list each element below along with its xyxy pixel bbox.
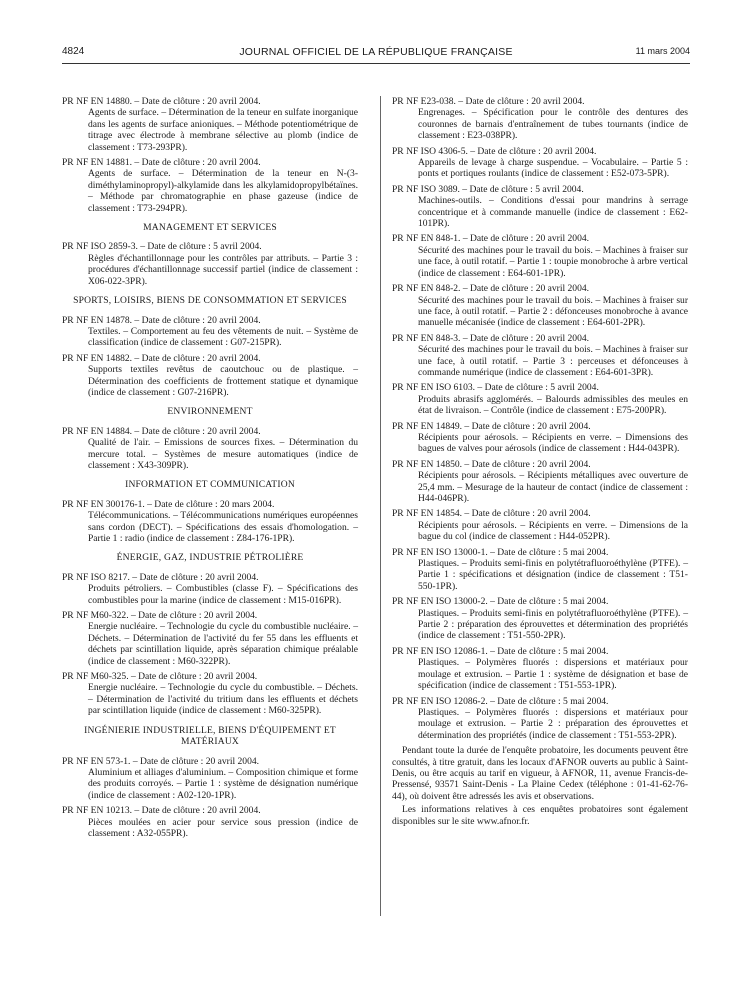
entry-description: Appareils de levage à charge suspendue. – Vocabulaire. – Partie 5 : ponts et portiques roulants (indice de classement : E52-073-5PR). — [418, 157, 688, 180]
entry-reference: PR NF EN 300176-1. – Date de clôture : 20 mars 2004. — [62, 498, 275, 510]
entry-description: Energie nucléaire. – Technologie du cycle du combustible. – Déchets. – Détermination de l'activité du tritium dans les effluents et déchets par scintillation liquide (indice de classement : M60-325PR). — [88, 682, 358, 717]
standard-entry — [62, 671, 358, 717]
standard-entry — [392, 421, 688, 455]
closing-paragraph: Les informations relatives à ces enquêtes probatoires sont également disponibles sur le site www.afnor.fr. — [392, 804, 688, 827]
header-rule — [62, 63, 690, 64]
entry-description: Produits pétroliers. – Combustibles (classe F). – Spécifications des combustibles pour la marine (indice de classement : M15-016PR). — [88, 583, 358, 606]
entry-reference: PR NF EN 10213. – Date de clôture : 20 avril 2004. — [62, 805, 261, 817]
entry-reference: PR NF ISO 2859-3. – Date de clôture : 5 avril 2004. — [62, 241, 262, 253]
standard-entry — [62, 756, 358, 802]
entry-reference: PR NF EN 848-3. – Date de clôture : 20 avril 2004. — [392, 332, 590, 344]
entry-description: Textiles. – Comportement au feu des vêtements de nuit. – Système de classification (indice de classement : G07-215PR). — [88, 325, 358, 349]
entry-description: Sécurité des machines pour le travail du bois. – Machines à fraiser sur une face, à outil rotatif. – Partie 3 : perceuses et défonceuses à commande numérique (indice de classement : E64-601-3PR). — [418, 344, 688, 378]
left-column — [62, 96, 358, 843]
entry-reference: PR NF ISO 3089. – Date de clôture : 5 avril 2004. — [392, 183, 584, 195]
entry-reference: PR NF EN 14884. – Date de clôture : 20 avril 2004. — [62, 425, 261, 437]
entry-reference: PR NF EN ISO 12086-2. – Date de clôture : 5 mai 2004. — [392, 695, 609, 707]
entry-description: Engrenages. – Spécification pour le contrôle des dentures des couronnes de barnais d'entraînement de tubes tournants (indice de classement : E23-038PR). — [418, 107, 688, 142]
entry-description: Plastiques. – Produits semi-finis en polytétrafluoroéthylène (PTFE). – Partie 1 : spécifications et désignation (indice de classement : T51-550-1PR). — [418, 558, 688, 592]
standard-entry — [62, 96, 358, 153]
entry-reference: PR NF EN 14850. – Date de clôture : 20 avril 2004. — [392, 458, 591, 470]
entry-description: Récipients pour aérosols. – Récipients métalliques avec ouverture de 25,4 mm. – Mesurage de la hauteur de contact (indice de classement : H44-046PR). — [418, 470, 688, 504]
entry-description: Supports textiles revêtus de caoutchouc ou de plastique. – Détermination des coefficients de frottement statique et dynamique (indice de classement : G07-216PR). — [88, 364, 358, 398]
entry-reference: PR NF EN ISO 13000-1. – Date de clôture : 5 mai 2004. — [392, 546, 609, 558]
standard-entry — [392, 646, 688, 692]
entry-reference: PR NF EN 573-1. – Date de clôture : 20 avril 2004. — [62, 755, 260, 767]
entry-reference: PR NF EN 848-2. – Date de clôture : 20 avril 2004. — [392, 283, 590, 295]
entry-reference: PR NF EN 848-1. – Date de clôture : 20 avril 2004. — [392, 233, 590, 245]
standard-entry — [392, 382, 688, 416]
standard-entry — [392, 508, 688, 542]
standard-entry — [392, 96, 688, 142]
entry-description: Agents de surface. – Détermination de la teneur en sulfate inorganique dans les agents de surface anioniques. – Méthode potentiométrique de titrage avec électrode à membrane sélective au plomb (indice de classement : T73-293PR). — [88, 107, 358, 153]
entry-reference: PR NF EN 14849. – Date de clôture : 20 avril 2004. — [392, 420, 591, 432]
entry-reference: PR NF EN 14880. – Date de clôture : 20 avril 2004. — [62, 96, 261, 107]
entry-description: Pièces moulées en acier pour service sous pression (indice de classement : A32-055PR). — [88, 816, 358, 839]
section-heading: INGÉNIERIE INDUSTRIELLE, BIENS D'ÉQUIPEMENT ET MATÉRIAUX — [84, 724, 336, 748]
standard-entry — [62, 241, 358, 287]
section-heading: ÉNERGIE, GAZ, INDUSTRIE PÉTROLIÈRE — [116, 552, 304, 564]
standard-entry — [62, 426, 358, 472]
standard-entry — [62, 610, 358, 667]
entry-description: Sécurité des machines pour le travail du bois. – Machines à fraiser sur une face, à outil rotatif. – Partie 2 : défonceuses monobroche à avance manuelle mécanisée (indice de classement : E64-601-2PR). — [418, 294, 688, 329]
entry-description: Machines-outils. – Conditions d'essai pour mandrins à serrage concentrique et à commande manuelle (indice de classement : E62-101PR). — [418, 195, 688, 230]
standard-entry — [392, 596, 688, 642]
journal-title: JOURNAL OFFICIEL DE LA RÉPUBLIQUE FRANÇAISE — [239, 46, 513, 58]
standard-entry — [392, 459, 688, 505]
section-heading: ENVIRONNEMENT — [167, 406, 253, 418]
entry-description: Sécurité des machines pour le travail du bois. – Machines à fraiser sur une face, à outil rotatif. – Partie 1 : toupie monobroche à arbre vertical (indice de classement : E64-601-1PR). — [418, 244, 688, 279]
standard-entry — [392, 696, 688, 742]
standard-entry — [62, 157, 358, 214]
entry-reference: PR NF EN 14882. – Date de clôture : 20 avril 2004. — [62, 352, 261, 364]
standard-entry — [392, 184, 688, 230]
entry-description: Plastiques. – Polymères fluorés : dispersions et matériaux pour moulage et extrusion. – Partie 1 : système de désignation et base de spécification (indice de classement : T51-553-1PR). — [418, 657, 688, 692]
standard-entry — [392, 233, 688, 279]
section-heading: MANAGEMENT ET SERVICES — [143, 222, 277, 234]
standard-entry — [62, 805, 358, 839]
entry-reference: PR NF EN 14854. – Date de clôture : 20 avril 2004. — [392, 508, 591, 520]
standard-entry — [62, 572, 358, 606]
entry-description: Récipients pour aérosols. – Récipients en verre. – Dimensions de la bague du col (indice de classement : H44-052PR). — [418, 519, 688, 543]
entry-description: Energie nucléaire. – Technologie du cycle du combustible nucléaire. – Déchets. – Détermination de l'activité du fer 55 dans les effluents et déchets par scintillation liquide, après séparation chimique préalable (indice de classement : M60-322PR). — [88, 621, 358, 667]
entry-description: Télécommunications. – Télécommunications numériques européennes sans cordon (DECT). – Spécifications des essais d'homologation. – Partie 1 : radio (indice de classement : Z84-176-1PR). — [88, 510, 358, 544]
closing-paragraph: Pendant toute la durée de l'enquête probatoire, les documents peuvent être consultés, à titre gratuit, dans les locaux d'AFNOR ouverts au public à Saint-Denis, ou être acquis au tarif en vigueur, à AFNOR, 11, avenue Francis-de-Pressensé, 93571 Saint-Denis - La Plaine Cedex (téléphone : 01-41-62-76-44), où doivent être adressés les avis et observations. — [392, 745, 688, 802]
entry-description: Agents de surface. – Détermination de la teneur en N-(3-diméthylaminopropyl)-alkylamide dans les alkylamidopropylbétaïnes. – Méthode par chromatographie en phase gazeuse (indice de classement : T73-294PR). — [88, 168, 358, 214]
entry-reference: PR NF M60-322. – Date de clôture : 20 avril 2004. — [62, 610, 258, 622]
standard-entry — [392, 333, 688, 379]
page-header — [62, 46, 690, 64]
entry-description: Plastiques. – Polymères fluorés : dispersions et matériaux pour moulage et extrusion. – Partie 2 : préparation des éprouvettes et détermination des propriétés (indice de classement : T51-553-2PR). — [418, 706, 688, 741]
entry-reference: PR NF EN ISO 13000-2. – Date de clôture : 5 mai 2004. — [392, 596, 609, 608]
standard-entry — [62, 353, 358, 399]
issue-date: 11 mars 2004 — [635, 46, 690, 56]
entry-description: Règles d'échantillonnage pour les contrôles par attributs. – Partie 3 : procédures d'échantillonnage successif partiel (indice de classement : X06-022-3PR). — [88, 252, 358, 287]
entry-description: Aluminium et alliages d'aluminium. – Composition chimique et forme des produits corroyés. – Partie 1 : système de désignation numérique (indice de classement : A02-120-1PR). — [88, 766, 358, 801]
right-column — [392, 96, 688, 829]
page-number: 4824 — [62, 46, 85, 57]
entry-reference: PR NF E23-038. – Date de clôture : 20 avril 2004. — [392, 96, 585, 107]
standard-entry — [62, 499, 358, 545]
standard-entry — [62, 315, 358, 349]
entry-description: Qualité de l'air. – Emissions de sources fixes. – Détermination du mercure total. – Systèmes de mesure automatiques (indice de classement : X43-309PR). — [88, 437, 358, 471]
entry-description: Récipients pour aérosols. – Récipients en verre. – Dimensions des bagues de valves pour aérosols (indice de classement : H44-043PR). — [418, 431, 688, 455]
entry-reference: PR NF ISO 4306-5. – Date de clôture : 20 avril 2004. — [392, 145, 597, 157]
entry-description: Plastiques. – Produits semi-finis en polytétrafluoroéthylène (PTFE). – Partie 2 : préparation des éprouvettes et détermination des propriétés (indice de classement : T51-550-2PR). — [418, 607, 688, 642]
entry-reference: PR NF EN ISO 12086-1. – Date de clôture : 5 mai 2004. — [392, 645, 609, 657]
entry-description: Produits abrasifs agglomérés. – Balourds admissibles des meules en état de livraison. – Contrôle (indice de classement : E75-200PR). — [418, 393, 688, 417]
standard-entry — [392, 547, 688, 593]
section-heading: INFORMATION ET COMMUNICATION — [125, 479, 295, 491]
standard-entry — [392, 283, 688, 329]
entry-reference: PR NF EN 14881. – Date de clôture : 20 avril 2004. — [62, 157, 261, 169]
standard-entry — [392, 146, 688, 180]
entry-reference: PR NF EN 14878. – Date de clôture : 20 avril 2004. — [62, 314, 261, 326]
column-separator — [380, 96, 381, 916]
entry-reference: PR NF ISO 8217. – Date de clôture : 20 avril 2004. — [62, 571, 259, 583]
entry-reference: PR NF M60-325. – Date de clôture : 20 avril 2004. — [62, 671, 258, 683]
entry-reference: PR NF EN ISO 6103. – Date de clôture : 5 avril 2004. — [392, 382, 599, 394]
section-heading: SPORTS, LOISIRS, BIENS DE CONSOMMATION ET SERVICES — [73, 295, 347, 307]
